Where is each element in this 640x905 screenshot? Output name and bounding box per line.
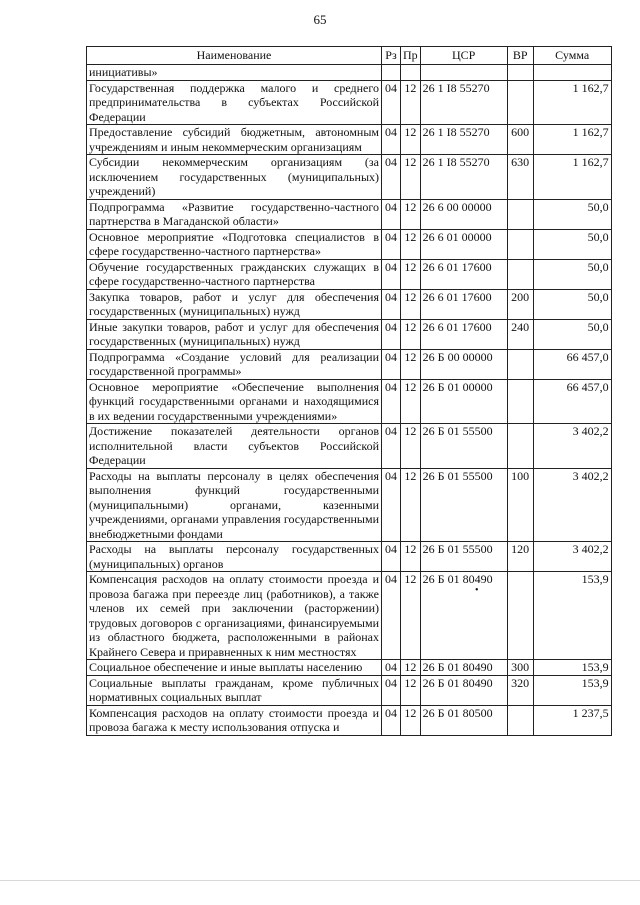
cell-rz: 04 <box>382 289 401 319</box>
bottom-rule <box>0 880 640 881</box>
cell-pr: 12 <box>401 125 421 155</box>
cell-sum: 50,0 <box>533 319 611 349</box>
table-row <box>87 379 612 424</box>
cell-csr: 26 6 01 17600 <box>420 289 507 319</box>
page-number: 65 <box>313 12 327 27</box>
cell-vr: 240 <box>507 319 533 349</box>
cell-csr: 26 6 01 00000 <box>420 229 507 259</box>
cell-rz: 04 <box>382 125 401 155</box>
cell-sum: 50,0 <box>533 199 611 229</box>
cell-pr: 12 <box>401 229 421 259</box>
cell-vr <box>507 349 533 379</box>
stray-mark: • <box>475 585 479 596</box>
cell-sum: 3 402,2 <box>533 468 611 542</box>
cell-csr: 26 Б 01 80490 <box>420 675 507 705</box>
cell-csr: 26 Б 00 00000 <box>420 349 507 379</box>
cell-pr: 12 <box>401 424 421 469</box>
table-row <box>87 155 612 200</box>
cell-rz: 04 <box>382 468 401 542</box>
cell-pr: 12 <box>401 572 421 660</box>
table-row <box>87 229 612 259</box>
cell-sum: 3 402,2 <box>533 424 611 469</box>
table-row <box>87 65 612 81</box>
table-row <box>87 660 612 676</box>
cell-pr: 12 <box>401 660 421 676</box>
cell-sum <box>533 65 611 81</box>
column-header-sum: Сумма <box>533 47 611 65</box>
cell-rz <box>382 65 401 81</box>
cell-pr: 12 <box>401 80 421 125</box>
cell-vr <box>507 424 533 469</box>
cell-sum: 153,9 <box>533 675 611 705</box>
table-row <box>87 319 612 349</box>
cell-rz: 04 <box>382 229 401 259</box>
table-row <box>87 468 612 542</box>
cell-pr: 12 <box>401 675 421 705</box>
cell-name: Компенсация расходов на оплату стоимости проезда и провоза багажа при переезде лиц (работников), а также членов их семей при заключении (расторжении) трудовых договоров с организациями, финансируемыми из областного бюджета, расположенными в районах Крайнего Севера и приравненных к ним местностях <box>87 572 382 660</box>
cell-sum: 3 402,2 <box>533 542 611 572</box>
cell-rz: 04 <box>382 319 401 349</box>
cell-csr: 26 Б 01 55500 <box>420 542 507 572</box>
cell-csr: 26 Б 01 00000 <box>420 379 507 424</box>
table-row <box>87 80 612 125</box>
cell-pr: 12 <box>401 705 421 735</box>
table-body <box>87 65 612 736</box>
column-header-vr: ВР <box>507 47 533 65</box>
table-row <box>87 705 612 735</box>
table-row <box>87 349 612 379</box>
cell-rz: 04 <box>382 349 401 379</box>
cell-vr <box>507 572 533 660</box>
cell-name: Подпрограмма «Развитие государственно-частного партнерства в Магаданской области» <box>87 199 382 229</box>
cell-name: Подпрограмма «Создание условий для реализации государственной программы» <box>87 349 382 379</box>
cell-rz: 04 <box>382 675 401 705</box>
cell-vr: 120 <box>507 542 533 572</box>
cell-rz: 04 <box>382 660 401 676</box>
cell-vr: 200 <box>507 289 533 319</box>
cell-csr: 26 Б 01 80500 <box>420 705 507 735</box>
cell-pr: 12 <box>401 289 421 319</box>
cell-csr: 26 6 01 17600 <box>420 259 507 289</box>
cell-rz: 04 <box>382 424 401 469</box>
cell-vr: 320 <box>507 675 533 705</box>
cell-pr: 12 <box>401 259 421 289</box>
table-row <box>87 572 612 660</box>
cell-sum: 50,0 <box>533 259 611 289</box>
cell-vr: 300 <box>507 660 533 676</box>
cell-csr: 26 6 00 00000 <box>420 199 507 229</box>
table-row <box>87 424 612 469</box>
cell-vr: 100 <box>507 468 533 542</box>
cell-csr: 26 1 I8 55270 <box>420 125 507 155</box>
cell-sum: 1 237,5 <box>533 705 611 735</box>
cell-csr: 26 6 01 17600 <box>420 319 507 349</box>
cell-name: Основное мероприятие «Обеспечение выполнения функций государственными органами и находящимися в их ведении государственными учреждениями» <box>87 379 382 424</box>
cell-pr: 12 <box>401 199 421 229</box>
cell-rz: 04 <box>382 705 401 735</box>
cell-csr: 26 Б 01 80490 <box>420 572 507 660</box>
cell-sum: 1 162,7 <box>533 80 611 125</box>
cell-name: Расходы на выплаты персоналу государственных (муниципальных) органов <box>87 542 382 572</box>
cell-name: Основное мероприятие «Подготовка специалистов в сфере государственно-частного партнерства» <box>87 229 382 259</box>
cell-vr <box>507 80 533 125</box>
cell-vr <box>507 199 533 229</box>
cell-pr: 12 <box>401 155 421 200</box>
table-row <box>87 125 612 155</box>
column-header-name: Наименование <box>87 47 382 65</box>
column-header-rz: Рз <box>382 47 401 65</box>
cell-name: Закупка товаров, работ и услуг для обеспечения государственных (муниципальных) нужд <box>87 289 382 319</box>
cell-pr: 12 <box>401 468 421 542</box>
cell-name: Социальное обеспечение и иные выплаты населению <box>87 660 382 676</box>
cell-name: Иные закупки товаров, работ и услуг для обеспечения государственных (муниципальных) нужд <box>87 319 382 349</box>
cell-sum: 50,0 <box>533 229 611 259</box>
cell-vr <box>507 705 533 735</box>
cell-name: Предоставление субсидий бюджетным, автономным учреждениям и иным некоммерческим организациям <box>87 125 382 155</box>
cell-rz: 04 <box>382 542 401 572</box>
cell-vr <box>507 259 533 289</box>
column-header-pr: Пр <box>401 47 421 65</box>
cell-name: Субсидии некоммерческим организациям (за исключением государственных (муниципальных) учреждений) <box>87 155 382 200</box>
cell-name: Расходы на выплаты персоналу в целях обеспечения выполнения функций государственными (муниципальными) органами, казенными учреждениями, органами управления государственными внебюджетными фондами <box>87 468 382 542</box>
cell-rz: 04 <box>382 572 401 660</box>
cell-name: инициативы» <box>87 65 382 81</box>
cell-vr <box>507 229 533 259</box>
cell-name: Государственная поддержка малого и среднего предпринимательства в субъектах Российской Федерации <box>87 80 382 125</box>
cell-sum: 66 457,0 <box>533 349 611 379</box>
cell-vr: 600 <box>507 125 533 155</box>
cell-rz: 04 <box>382 259 401 289</box>
cell-rz: 04 <box>382 80 401 125</box>
cell-name: Компенсация расходов на оплату стоимости проезда и провоза багажа к месту использования отпуска и <box>87 705 382 735</box>
cell-vr: 630 <box>507 155 533 200</box>
cell-pr: 12 <box>401 319 421 349</box>
cell-vr <box>507 379 533 424</box>
cell-rz: 04 <box>382 199 401 229</box>
table-row <box>87 289 612 319</box>
cell-name: Достижение показателей деятельности органов исполнительной власти субъектов Российской Федерации <box>87 424 382 469</box>
cell-pr <box>401 65 421 81</box>
cell-csr: 26 Б 01 55500 <box>420 424 507 469</box>
cell-pr: 12 <box>401 349 421 379</box>
cell-pr: 12 <box>401 542 421 572</box>
cell-rz: 04 <box>382 155 401 200</box>
cell-csr: 26 Б 01 80490 <box>420 660 507 676</box>
column-header-csr: ЦСР <box>420 47 507 65</box>
cell-csr: 26 1 I8 55270 <box>420 155 507 200</box>
cell-sum: 153,9 <box>533 660 611 676</box>
table-row <box>87 675 612 705</box>
cell-sum: 1 162,7 <box>533 155 611 200</box>
cell-sum: 50,0 <box>533 289 611 319</box>
table-row <box>87 259 612 289</box>
budget-table <box>86 46 612 736</box>
cell-pr: 12 <box>401 379 421 424</box>
table-row <box>87 199 612 229</box>
cell-sum: 1 162,7 <box>533 125 611 155</box>
cell-csr: 26 Б 01 55500 <box>420 468 507 542</box>
cell-sum: 66 457,0 <box>533 379 611 424</box>
table-row <box>87 542 612 572</box>
table-header-row <box>87 47 612 65</box>
cell-name: Обучение государственных гражданских служащих в сфере государственно-частного партнерства <box>87 259 382 289</box>
cell-vr <box>507 65 533 81</box>
cell-csr <box>420 65 507 81</box>
cell-sum: 153,9 <box>533 572 611 660</box>
cell-csr: 26 1 I8 55270 <box>420 80 507 125</box>
cell-name: Социальные выплаты гражданам, кроме публичных нормативных социальных выплат <box>87 675 382 705</box>
cell-rz: 04 <box>382 379 401 424</box>
